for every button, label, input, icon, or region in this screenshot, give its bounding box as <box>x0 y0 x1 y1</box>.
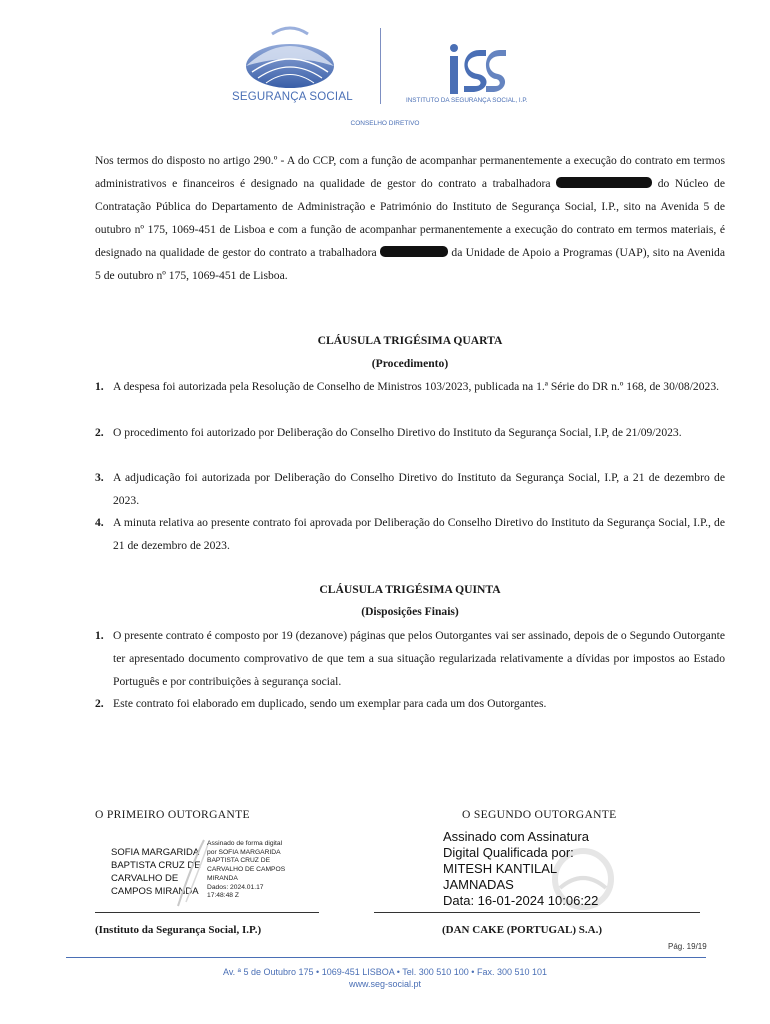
item-text: Este contrato foi elaborado em duplicado, sendo um exemplar para cada um dos Outorgantes. <box>113 697 547 710</box>
item-number: 2. <box>95 426 104 439</box>
item-number: 4. <box>95 516 104 529</box>
intro-paragraph <box>95 149 725 287</box>
first-signatory-name: SOFIA MARGARIDA BAPTISTA CRUZ DE CARVALHO DE CAMPOS MIRANDA <box>111 847 201 897</box>
page-number: Pág. 19/19 <box>668 942 707 951</box>
clause-34-item-2 <box>95 421 725 444</box>
redacted-name-1 <box>556 177 652 188</box>
iss-logo-text: INSTITUTO DA SEGURANÇA SOCIAL, I.P. <box>406 97 528 104</box>
footer-website-link[interactable]: www.seg-social.pt <box>348 979 422 989</box>
item-text: O presente contrato é composto por 19 (dezanove) páginas que pelos Outorgantes vai ser assinado, depois de o Segundo Outorgante ter apresentado documento comprovativo de que tem a sua situação regularizada relativamente a dívidas por impostos ao Estado Português e por contribuições à segurança social. <box>113 629 725 688</box>
iss-logo <box>446 42 506 96</box>
clause-34-item-1 <box>95 375 725 398</box>
first-signatory-title: O PRIMEIRO OUTORGANTE <box>95 808 250 821</box>
item-number: 3. <box>95 471 104 484</box>
second-signatory-entity: (DAN CAKE (PORTUGAL) S.A.) <box>442 924 603 936</box>
clause-34-item-3 <box>95 466 725 512</box>
intro-text-part-1: Nos termos do disposto no artigo 290.º - A do CCP, com a função de acompanhar permanentemente a execução do contrato em termos administrativos e financeiros é designado na qualidade de gestor do contrato a trabalhadora <box>95 154 725 190</box>
footer-divider <box>66 957 706 958</box>
item-text: A minuta relativa ao presente contrato foi aprovada por Deliberação do Conselho Diretivo do Instituto da Segurança Social, I.P., de 21 de dezembro de 2023. <box>113 516 725 552</box>
item-number: 2. <box>95 697 104 710</box>
clause-35-item-2 <box>95 692 725 715</box>
clause-35-title: CLÁUSULA TRIGÉSIMA QUINTA <box>319 583 501 596</box>
first-signature-line <box>95 912 319 913</box>
second-signatory-title: O SEGUNDO OUTORGANTE <box>462 808 617 821</box>
header-subtitle: CONSELHO DIRETIVO <box>350 120 420 127</box>
clause-34-subtitle: (Procedimento) <box>371 357 449 370</box>
intro-text-part-3: da Unidade de Apoio a Programas (UAP), sito na Avenida 5 de outubro nº 175, 1069-451 de Lisboa. <box>95 246 725 282</box>
footer-address: Av. ª 5 de Outubro 175 • 1069-451 LISBOA • Tel. 300 510 100 • Fax. 300 510 101 <box>222 967 547 977</box>
clause-35-subtitle: (Disposições Finais) <box>361 605 459 618</box>
item-number: 1. <box>95 629 104 642</box>
clause-34-title: CLÁUSULA TRIGÉSIMA QUARTA <box>317 334 503 347</box>
item-number: 1. <box>95 380 104 393</box>
item-text: A adjudicação foi autorizada por Deliberação do Conselho Diretivo do Instituto da Segurança Social, I.P, a 21 de dezembro de 2023. <box>113 471 725 507</box>
header-divider <box>380 28 381 104</box>
clause-35-item-1 <box>95 624 725 693</box>
redacted-name-2 <box>380 246 448 257</box>
second-signature-line <box>374 912 700 913</box>
first-signature-digital-stamp: Assinado de forma digital por SOFIA MARGARIDA BAPTISTA CRUZ DE CARVALHO DE CAMPOS MIRANDA Dados: 2024.01.17 17:48:48 Z <box>207 840 286 900</box>
first-signatory-entity: (Instituto da Segurança Social, I.P.) <box>95 924 262 936</box>
intro-text-part-2: do Núcleo de Contratação Pública do Departamento de Administração e Património do Instituto de Segurança Social, I.P., sito na Avenida 5 de outubro nº 175, 1069-451 de Lisboa e com a função de acompanhar permanentemente a execução do contrato em termos materiais, é designado na qualidade de gestor do contrato a trabalhadora <box>95 177 725 259</box>
seguranca-social-logo-text: SEGURANÇA SOCIAL <box>232 91 353 103</box>
item-text: O procedimento foi autorizado por Deliberação do Conselho Diretivo do Instituto da Segurança Social, I.P, de 21/09/2023. <box>113 426 682 439</box>
item-text: A despesa foi autorizada pela Resolução de Conselho de Ministros 103/2023, publicada na 1.ª Série do DR n.º 168, de 30/08/2023. <box>113 380 720 393</box>
clause-34-item-4 <box>95 511 725 557</box>
second-signature-digital-stamp: Assinado com Assinatura Digital Qualificada por: MITESH KANTILAL JAMNADAS Data: 16-01-2024 10:06:22 <box>443 829 599 908</box>
